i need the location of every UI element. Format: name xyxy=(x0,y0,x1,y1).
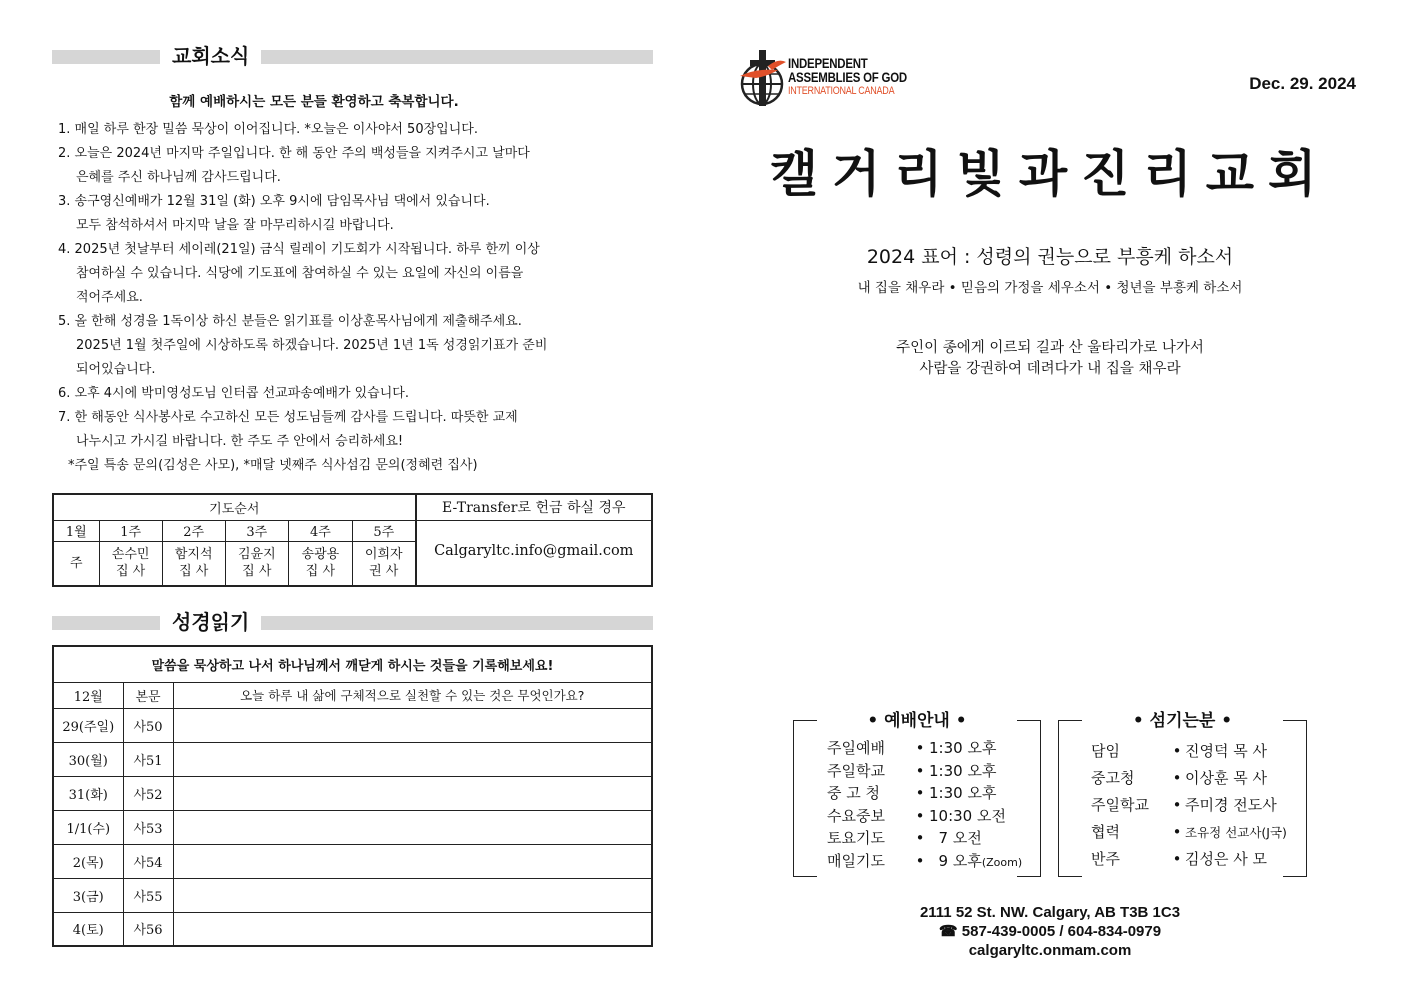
aog-logo xyxy=(738,46,918,108)
reading-text: 사52 xyxy=(123,776,173,810)
news-section-header xyxy=(52,44,653,70)
phone-numbers: ☎ 587-439-0005 / 604-834-0979 xyxy=(938,923,1162,940)
servers-list xyxy=(1091,738,1287,873)
week-label: 1주 xyxy=(99,521,162,541)
server-item: 협력 • 조유정 선교사(J국) xyxy=(1091,823,1287,841)
reading-notes-field[interactable] xyxy=(173,878,652,912)
news-item: 3. 송구영신예배가 12월 31일 (화) 오후 9시에 담임목사님 댁에서 있습니다. 모두 참석하셔서 마지막 날을 잘 마무리하시길 바랍니다. xyxy=(58,194,490,233)
reading-day: 29(주일) xyxy=(53,708,123,742)
prayer-person: 김윤지 집 사 xyxy=(225,541,288,586)
globe-cross-icon xyxy=(738,46,790,108)
reading-row xyxy=(53,742,652,776)
worship-list xyxy=(827,738,1022,873)
reading-day: 1/1(수) xyxy=(53,810,123,844)
welcome-message: 함께 예배하시는 모든 분들 환영하고 축복합니다. xyxy=(169,94,459,110)
servers-box xyxy=(1058,711,1307,877)
website-link[interactable]: calgaryltc.onmam.com xyxy=(968,942,1132,959)
news-item: 2. 오늘은 2024년 마지막 주일입니다. 한 해 동안 주의 백성들을 지켜주시고 날마다 은혜를 주신 하나님께 감사드립니다. xyxy=(58,146,530,185)
motto: 2024 표어 : 성령의 권능으로 부흥케 하소서 xyxy=(866,246,1234,268)
prayer-schedule-table xyxy=(52,493,653,587)
prayer-person: 함지석 집 사 xyxy=(162,541,225,586)
reading-instruction: 말씀을 묵상하고 나서 하나님께서 깨닫게 하시는 것들을 기록해보세요! xyxy=(53,646,652,682)
week-label: 4주 xyxy=(288,521,352,541)
worship-item: 토요기도 • 7 오전 xyxy=(827,829,982,847)
bulletin-date: Dec. 29. 2024 xyxy=(1249,74,1356,93)
week-label: 2주 xyxy=(162,521,225,541)
worship-item: 매일기도 • 9 오후(Zoom) xyxy=(827,851,1023,870)
news-item: 5. 올 한해 성경을 1독이상 하신 분들은 읽기표를 이상훈목사님에게 제출해주세요. 2025년 1월 첫주일에 시상하도록 하겠습니다. 2025년 1년 1독 성경읽기표가 준비 되어있습니다. xyxy=(58,314,548,377)
church-address xyxy=(760,903,1340,960)
etransfer-title: E-Transfer로 헌금 하실 경우 xyxy=(417,495,651,521)
server-item: 반주 • 김성은 사 모 xyxy=(1091,850,1267,868)
reading-row xyxy=(53,844,652,878)
news-item: 7. 한 해동안 식사봉사로 수고하신 모든 성도님들께 감사를 드립니다. 따뜻한 교제 나누시고 가시길 바랍니다. 한 주도 주 안에서 승리하세요! xyxy=(58,410,518,449)
prayer-person: 이희자 권 사 xyxy=(352,541,415,586)
reading-notes-field[interactable] xyxy=(173,912,652,946)
reading-day: 2(목) xyxy=(53,844,123,878)
server-item: 담임 • 진영덕 목 사 xyxy=(1091,742,1267,760)
week-label: 3주 xyxy=(225,521,288,541)
sub-motto: 내 집을 채우라 • 믿음의 가정을 세우소서 • 청년을 부흥케 하소서 xyxy=(857,280,1243,296)
reading-text: 사55 xyxy=(123,878,173,912)
reading-notes-field[interactable] xyxy=(173,708,652,742)
news-item: 4. 2025년 첫날부터 세이레(21일) 금식 릴레이 기도회가 시작됩니다. 하루 한끼 이상 참여하실 수 있습니다. 식당에 기도표에 참여하실 수 있는 요일에 자신의 이름을 적어주세요. xyxy=(58,242,540,305)
reading-text: 사50 xyxy=(123,708,173,742)
worship-item: 주일학교 • 1:30 오후 xyxy=(827,761,997,780)
etransfer-email: Calgaryltc.info@gmail.com xyxy=(434,543,634,559)
reading-day: 3(금) xyxy=(53,878,123,912)
worship-item: 주일예배 • 1:30 오후 xyxy=(827,739,997,757)
news-item: 6. 오후 4시에 박미영성도님 인터콥 선교파송예배가 있습니다. xyxy=(58,386,409,401)
worship-item: 중 고 청 • 1:30 오후 xyxy=(827,784,997,802)
server-item: 주일학교 • 주미경 전도사 xyxy=(1091,796,1277,814)
worship-title: • 예배안내 • xyxy=(793,706,1041,731)
header-bar xyxy=(52,50,653,64)
week-label: 5주 xyxy=(352,521,415,541)
header-bar xyxy=(52,616,653,630)
col-month: 12월 xyxy=(53,682,123,708)
col-question: 오늘 하루 내 삶에 구체적으로 실천할 수 있는 것은 무엇인가요? xyxy=(173,682,652,708)
reading-row xyxy=(53,810,652,844)
prayer-person: 송광용 집 사 xyxy=(288,541,352,586)
reading-notes-field[interactable] xyxy=(173,776,652,810)
logo-text: INDEPENDENT ASSEMBLIES OF GOD INTERNATIONAL CANADA xyxy=(788,55,907,97)
worship-item: 수요중보 • 10:30 오전 xyxy=(827,806,1006,825)
reading-notes-field[interactable] xyxy=(173,844,652,878)
reading-day: 30(월) xyxy=(53,742,123,776)
reading-day: 4(토) xyxy=(53,912,123,946)
reading-row xyxy=(53,912,652,946)
bible-section-header xyxy=(52,610,653,636)
prayer-title: 기도순서 xyxy=(53,494,416,521)
bible-title: 성경읽기 xyxy=(160,608,261,636)
prayer-month: 1월 xyxy=(53,521,99,541)
bible-reading-table xyxy=(52,645,653,947)
church-name: 캘거리빛과진리교회 xyxy=(769,145,1331,203)
servers-title: • 섬기는분 • xyxy=(1058,706,1307,731)
reading-row xyxy=(53,776,652,810)
col-text: 본문 xyxy=(123,682,173,708)
news-note: *주일 특송 문의(김성은 사모), *매달 넷째주 식사섬김 문의(정혜련 집사) xyxy=(68,458,478,473)
street-address: 2111 52 St. NW. Calgary, AB T3B 1C3 xyxy=(919,904,1181,921)
server-item: 중고청 • 이상훈 목 사 xyxy=(1091,769,1267,787)
etransfer-cell xyxy=(416,494,652,586)
reading-notes-field[interactable] xyxy=(173,742,652,776)
reading-text: 사51 xyxy=(123,742,173,776)
prayer-person: 손수민 집 사 xyxy=(99,541,162,586)
reading-text: 사56 xyxy=(123,912,173,946)
news-list xyxy=(58,118,648,478)
reading-row xyxy=(53,708,652,742)
worship-schedule-box xyxy=(793,711,1041,877)
reading-row xyxy=(53,878,652,912)
reading-day: 31(화) xyxy=(53,776,123,810)
news-item: 1. 매일 하루 한장 밀씀 묵상이 이어집니다. *오늘은 이사야서 50장입니다. xyxy=(58,122,478,137)
reading-text: 사54 xyxy=(123,844,173,878)
news-title: 교회소식 xyxy=(160,42,261,70)
reading-text: 사53 xyxy=(123,810,173,844)
reading-notes-field[interactable] xyxy=(173,810,652,844)
scripture-verse: 주인이 종에게 이르되 길과 산 울타리가로 나가서 사람을 강권하여 데려다가 내 집을 채우라 xyxy=(896,340,1204,377)
prayer-row-label: 주 xyxy=(53,541,99,586)
